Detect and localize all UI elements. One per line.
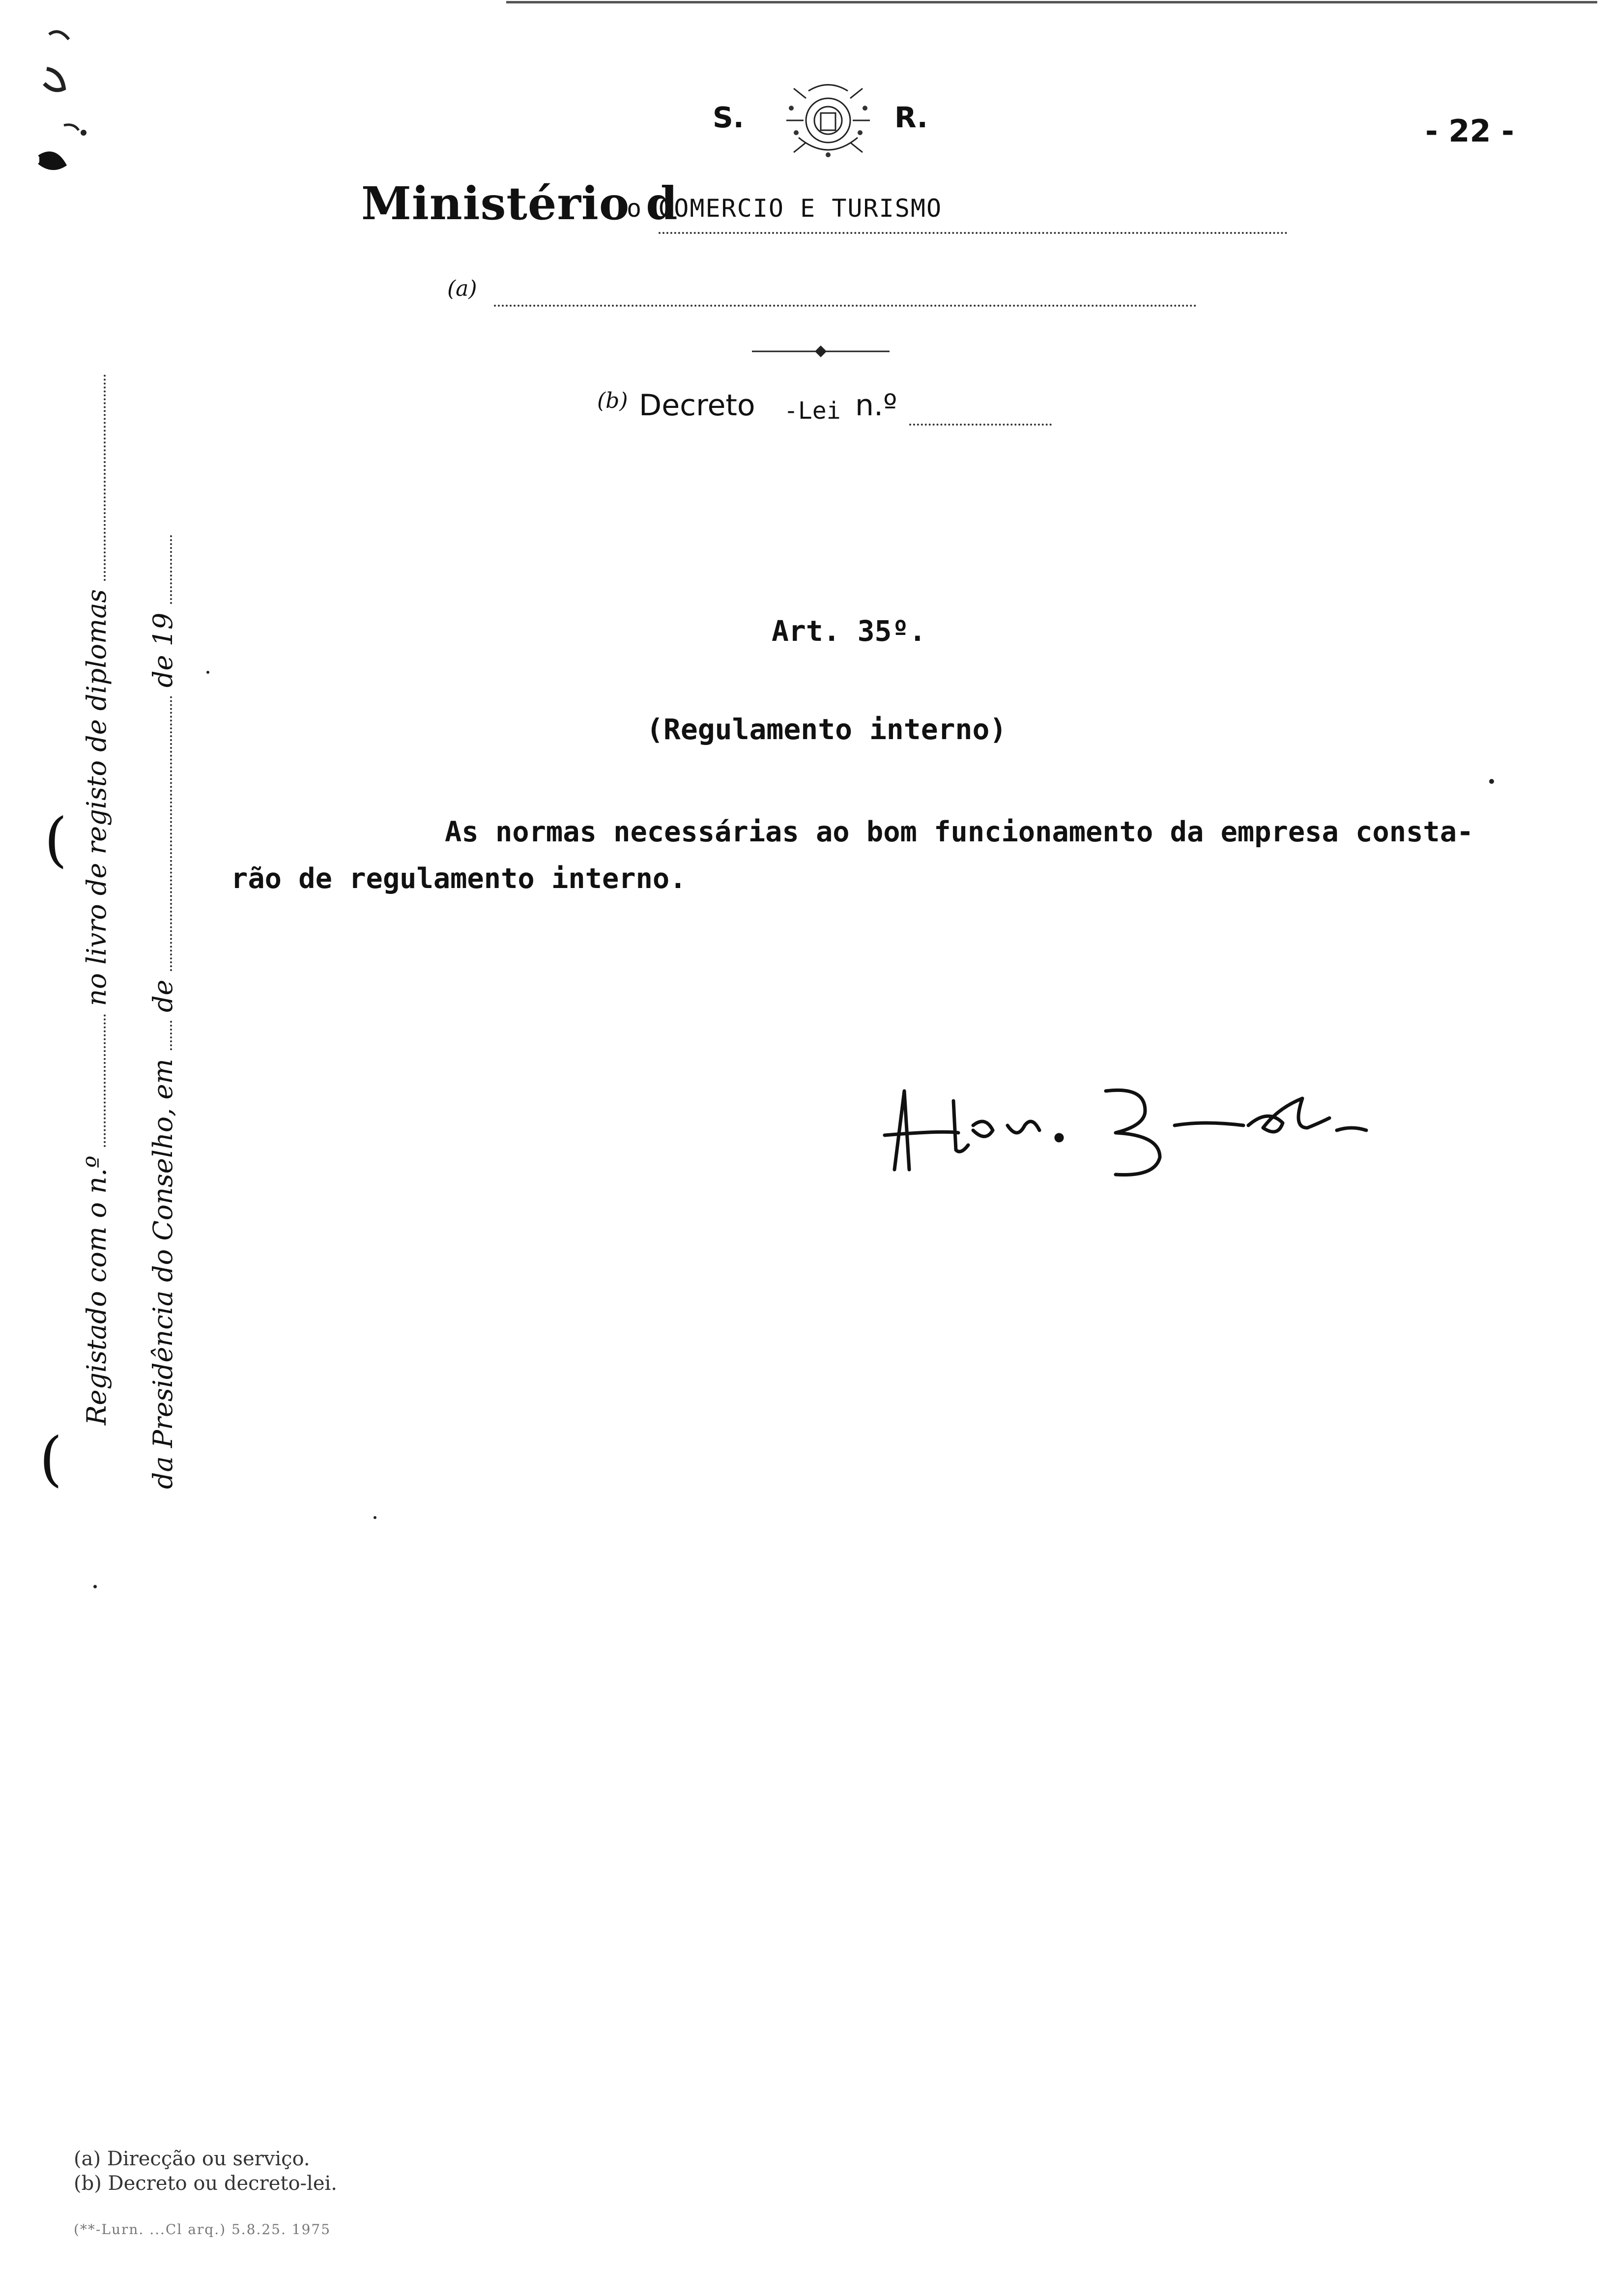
- side-register-line-1: [81, 374, 112, 1425]
- side-register-text-2: no livro de registo de diplomas: [81, 589, 112, 1006]
- scan-speck: [374, 1516, 376, 1519]
- side-register-dots-1: [104, 1014, 106, 1147]
- decreto-number-label: n.º: [855, 388, 897, 423]
- header-s-letter: S.: [713, 101, 744, 134]
- side-register-text-1: Registado com o n.º: [81, 1155, 112, 1425]
- ornamental-divider: [747, 344, 894, 359]
- scan-speck: [1489, 779, 1494, 784]
- side-register-dots-5: [170, 535, 172, 604]
- article-number: Art. 35º.: [772, 614, 926, 648]
- header-r-letter: R.: [894, 101, 928, 134]
- side-register-dots-3: [170, 1021, 172, 1050]
- ministry-dotted-line: [659, 232, 1288, 234]
- field-b-label: (b): [597, 388, 628, 413]
- handwritten-signature: [875, 1071, 1415, 1184]
- top-rule: [506, 1, 1597, 3]
- article-text-line-2: rão de regulamento interno.: [231, 862, 687, 895]
- printer-imprint: (**-Lurn. ...Cl arq.) 5.8.25. 1975: [74, 2221, 331, 2238]
- footnote-a: (a) Direcção ou serviço.: [74, 2148, 310, 2170]
- footnote-b: (b) Decreto ou decreto-lei.: [74, 2172, 338, 2195]
- scan-speck: [93, 1585, 97, 1588]
- left-bracket-bottom: (: [39, 1425, 62, 1493]
- page-number: - 22 -: [1425, 113, 1514, 149]
- side-register-line-2: [147, 535, 178, 1489]
- side-register-dots-2: [104, 374, 106, 581]
- field-a-label: (a): [447, 276, 477, 301]
- coat-of-arms-emblem: [779, 79, 877, 162]
- decreto-lei-suffix: -Lei: [784, 397, 841, 425]
- decreto-label: Decreto: [639, 388, 755, 423]
- side-register-text-4: de: [147, 979, 178, 1012]
- field-a-dotted-line: [494, 305, 1197, 307]
- scan-speck: [206, 671, 209, 674]
- corner-scribble-mark: [20, 15, 88, 172]
- article-text-line-1: As normas necessárias ao bom funcionamento da empresa consta-: [445, 816, 1474, 848]
- decreto-number-dotted-line: [909, 424, 1052, 426]
- article-subtitle: (Regulamento interno): [646, 713, 1007, 746]
- left-bracket-top: (: [44, 806, 67, 874]
- ministry-label: Ministério d: [361, 177, 678, 230]
- side-register-dots-4: [170, 696, 172, 971]
- ministry-value: o COMERCIO E TURISMO: [627, 194, 943, 223]
- side-register-text-3: da Presidência do Conselho, em: [147, 1059, 178, 1489]
- side-register-text-5: de 19: [147, 612, 178, 688]
